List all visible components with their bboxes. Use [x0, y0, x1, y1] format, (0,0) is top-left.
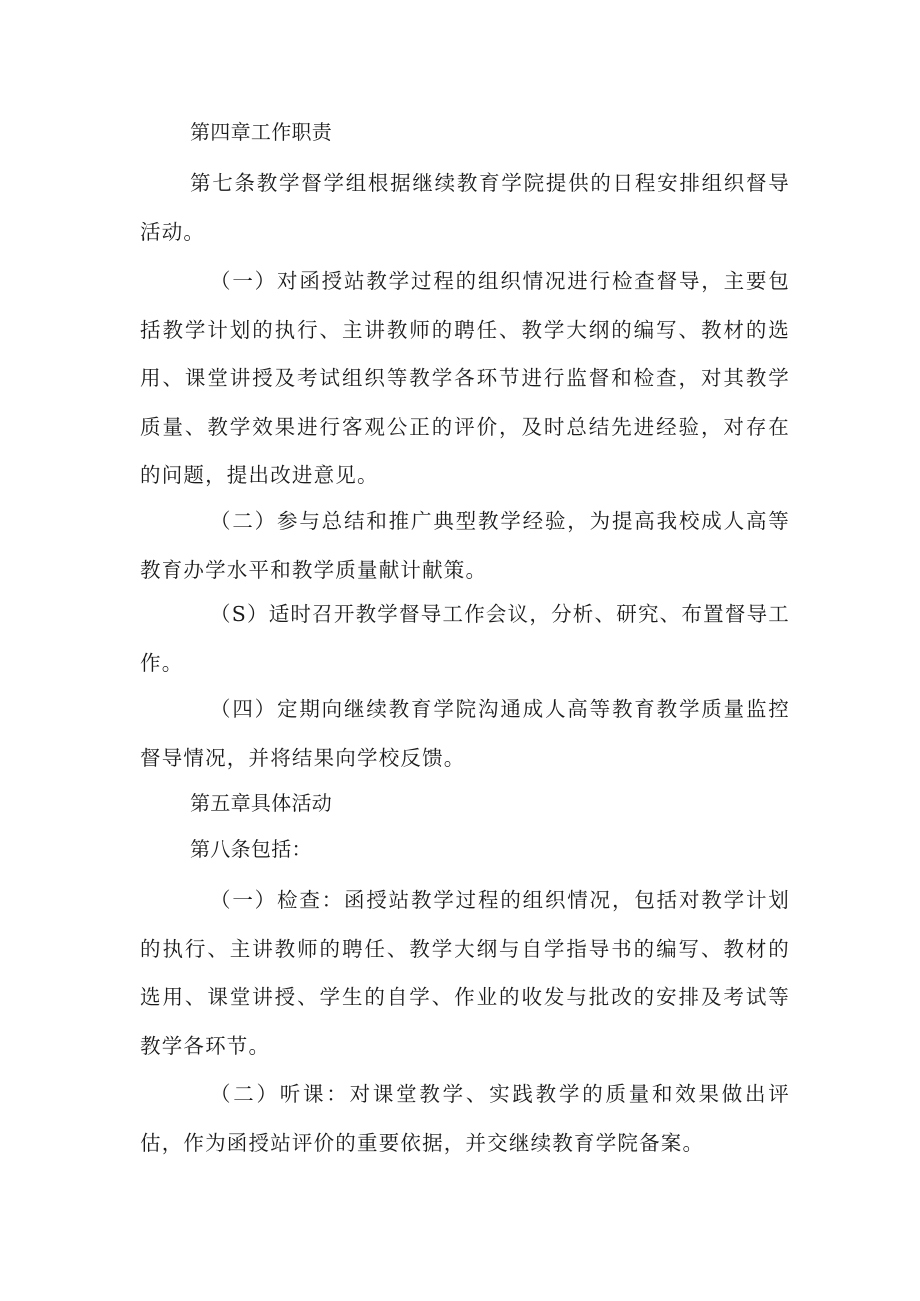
chapter-4-item-2: （二）参与总结和推广典型教学经验，为提高我校成人高等教育办学水平和教学质量献计献策。 [140, 509, 790, 582]
chapter-5-item-2: （二）听课：对课堂教学、实践教学的质量和效果做出评估，作为函授站评价的重要依据，并交继续教育学院备案。 [140, 1082, 790, 1155]
chapter-4-item-1: （一）对函授站教学过程的组织情况进行检查督导，主要包括教学计划的执行、主讲教师的聘任、教学大纲的编写、教材的选用、课堂讲授及考试组织等教学各环节进行监督和检查，对其教学质量、教学效果进行客观公正的评价，及时总结先进经验，对存在的问题，提出改进意见。 [140, 269, 790, 487]
chapter-4-item-3: （S）适时召开教学督导工作会议，分析、研究、布置督导工作。 [140, 602, 790, 675]
chapter-5-item-1: （一）检查：函授站教学过程的组织情况，包括对教学计划的执行、主讲教师的聘任、教学大纲与自学指导书的编写、教材的选用、课堂讲授、学生的自学、作业的收发与批改的安排及考试等教学各环节。 [140, 888, 790, 1058]
article-8: 第八条包括： [190, 837, 312, 861]
chapter-4-item-4: （四）定期向继续教育学院沟通成人高等教育教学质量监控督导情况，并将结果向学校反馈。 [140, 697, 790, 770]
chapter-5-title: 第五章具体活动 [190, 791, 333, 815]
article-7: 第七条教学督学组根据继续教育学院提供的日程安排组织督导活动。 [140, 171, 790, 244]
chapter-4-title: 第四章工作职责 [190, 120, 333, 144]
